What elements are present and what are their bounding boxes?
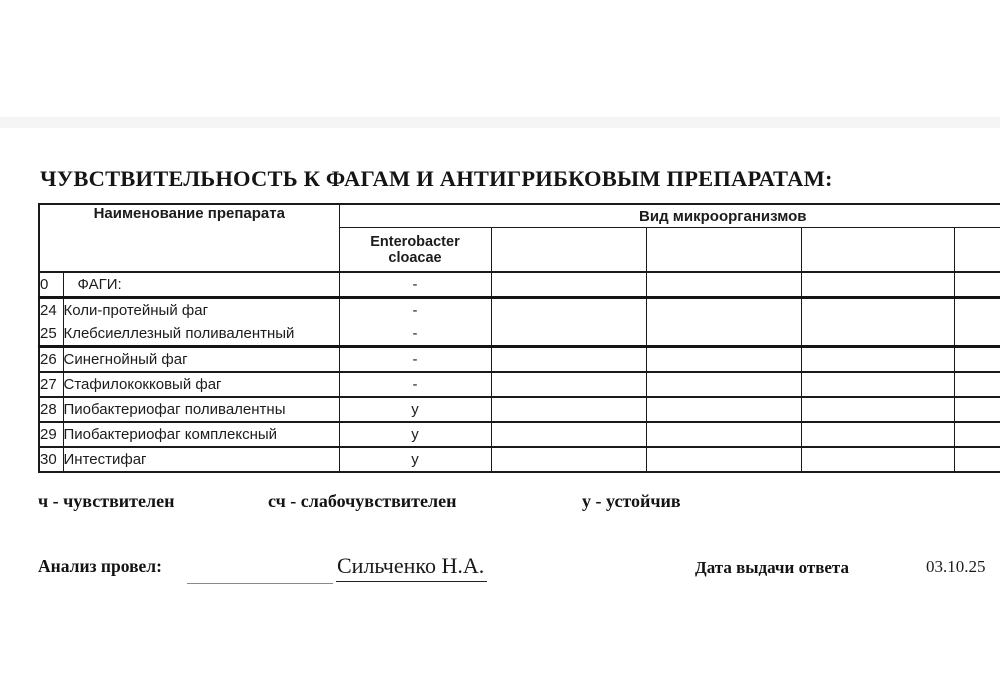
sensitivity-value: [491, 447, 646, 472]
sensitivity-value: [954, 272, 1000, 298]
column-header-organism: [491, 228, 646, 273]
sensitivity-value: [491, 397, 646, 422]
sensitivity-value: -: [339, 272, 491, 298]
sensitivity-value: [491, 322, 646, 347]
sensitivity-value: -: [339, 322, 491, 347]
table-row: [39, 322, 1000, 347]
sensitivity-value: [801, 298, 954, 323]
sensitivity-value: [801, 397, 954, 422]
sensitivity-value: [801, 372, 954, 397]
table-row: [39, 422, 1000, 447]
sensitivity-value: [646, 272, 801, 298]
analyst-name: Сильченко Н.А.: [336, 553, 487, 582]
drug-name: Интестифаг: [63, 447, 339, 472]
sensitivity-value: у: [339, 397, 491, 422]
table-row: [39, 397, 1000, 422]
drug-name: Стафилококковый фаг: [63, 372, 339, 397]
row-number: 24: [39, 298, 63, 323]
drug-name: ФАГИ:: [63, 272, 339, 298]
column-header-drug-name: Наименование препарата: [39, 204, 339, 272]
drug-name: Пиобактериофаг комплексный: [63, 422, 339, 447]
legend-resistant: у - устойчив: [582, 491, 681, 511]
drug-name: Синегнойный фаг: [63, 347, 339, 373]
column-header-organism: [801, 228, 954, 273]
sensitivity-value: [491, 298, 646, 323]
header-row-groups: [39, 204, 1000, 228]
organism-name: Enterobacter cloacae: [370, 233, 460, 266]
sensitivity-value: -: [339, 372, 491, 397]
sensitivity-value: [954, 347, 1000, 373]
sensitivity-value: [954, 372, 1000, 397]
sensitivity-value: [801, 322, 954, 347]
sensitivity-value: [801, 347, 954, 373]
sensitivity-value: у: [339, 422, 491, 447]
sensitivity-table: [38, 203, 1000, 473]
date-value: 03.10.25: [926, 557, 986, 576]
row-number: 25: [39, 322, 63, 347]
legend-sensitive: ч - чувствителен: [38, 491, 175, 511]
sensitivity-value: [491, 347, 646, 373]
sensitivity-value: [646, 397, 801, 422]
drug-name: Коли-протейный фаг: [63, 298, 339, 323]
drug-name: Клебсиеллезный поливалентный: [63, 322, 339, 347]
table-row: [39, 447, 1000, 472]
sensitivity-value: [491, 372, 646, 397]
sensitivity-value: [954, 397, 1000, 422]
row-number: 0: [39, 272, 63, 298]
legend-weakly-sensitive: сч - слабочувствителен: [268, 491, 457, 511]
table-row: [39, 272, 1000, 298]
row-number: 27: [39, 372, 63, 397]
table-row: [39, 347, 1000, 373]
sensitivity-value: [646, 322, 801, 347]
page-title: ЧУВСТВИТЕЛЬНОСТЬ К ФАГАМ И АНТИГРИБКОВЫМ ПРЕПАРАТАМ:: [40, 166, 833, 191]
sensitivity-value: -: [339, 347, 491, 373]
sensitivity-value: [954, 447, 1000, 472]
sensitivity-value: [954, 322, 1000, 347]
row-number: 28: [39, 397, 63, 422]
row-number: 30: [39, 447, 63, 472]
sensitivity-value: [801, 447, 954, 472]
column-header-organism: [954, 228, 1000, 273]
row-number: 29: [39, 422, 63, 447]
drug-name: Пиобактериофаг поливалентны: [63, 397, 339, 422]
sensitivity-value: [646, 422, 801, 447]
sensitivity-value: [646, 347, 801, 373]
table-body: [39, 272, 1000, 472]
sensitivity-value: [801, 272, 954, 298]
sensitivity-value: [646, 447, 801, 472]
date-label: Дата выдачи ответа: [695, 558, 849, 577]
column-header-organism: [646, 228, 801, 273]
sensitivity-value: [954, 422, 1000, 447]
sensitivity-value: [491, 272, 646, 298]
sensitivity-value: [491, 422, 646, 447]
row-number: 26: [39, 347, 63, 373]
sensitivity-value: [646, 372, 801, 397]
table-row: [39, 372, 1000, 397]
analyst-label: Анализ провел:: [38, 556, 162, 576]
column-header-organism: [339, 228, 491, 273]
sensitivity-value: у: [339, 447, 491, 472]
signature-blank-line: [187, 583, 333, 584]
sensitivity-value: -: [339, 298, 491, 323]
column-header-organisms-group: Вид микроорганизмов: [339, 204, 1000, 228]
sensitivity-value: [646, 298, 801, 323]
table-row: [39, 298, 1000, 323]
sensitivity-value: [801, 422, 954, 447]
page-break-band: [0, 117, 1000, 128]
sensitivity-value: [954, 298, 1000, 323]
sensitivity-table-container: [38, 203, 1000, 481]
